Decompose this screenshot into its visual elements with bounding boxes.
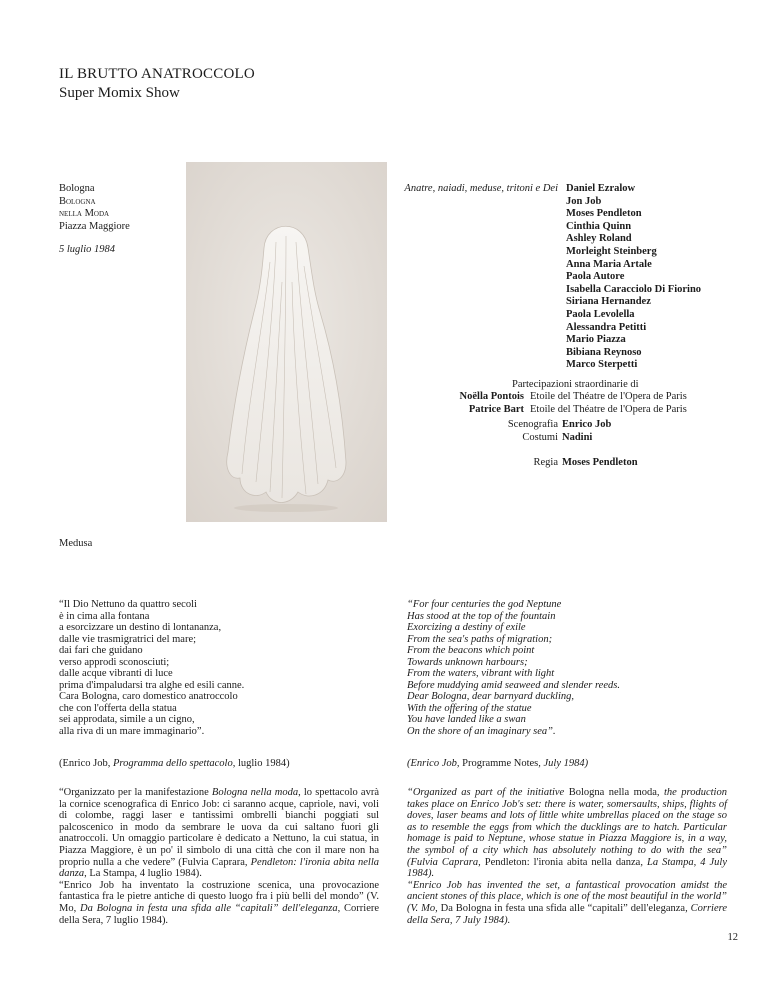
credit-value-costumi: Nadini: [562, 431, 593, 443]
image-caption: Medusa: [59, 538, 93, 549]
poem-line: “For four centuries the god Neptune: [407, 599, 562, 610]
poem-line: Cara Bologna, caro domestico anatroccolo: [59, 691, 238, 702]
poem-line: verso approdi sconosciuti;: [59, 656, 170, 668]
page-number: 12: [727, 932, 738, 943]
poem-line: With the offering of the statue: [407, 702, 532, 714]
poem-line: Before muddying amid seaweed and slender reeds.: [407, 679, 620, 691]
paragraph-2: “Enrico Job has invented the set, a fantastical provocation amidst the ancient stones of this place, which is one of the most beautiful in the world” (V. Mo, Da Bologna in festa una sfida alle “capitali” dell'eleganza, Corriere della Sera, 7 July 1984).: [407, 879, 727, 926]
paragraph-2: “Enrico Job ha inventato la costruzione scenica, una provocazione fantastica fra le pietre antiche di questo luogo fra i più belli del mondo” (V. Mo, Da Bologna in festa una sfida alle “capitali” dell'eleganza, Corriere della Sera, 7 luglio 1984).: [59, 879, 380, 926]
cast-name: Marco Sterpetti: [566, 359, 638, 371]
poem-line: “Il Dio Nettuno da quattro secoli: [59, 599, 197, 610]
cast-name: Daniel Ezralow: [566, 183, 636, 194]
event-venue: Piazza Maggiore: [59, 220, 130, 232]
event-line-2: nella Moda: [59, 208, 110, 220]
poem-line: On the shore of an imaginary sea”.: [407, 725, 556, 737]
credit-row: [400, 419, 710, 432]
page-title: IL BRUTTO ANATROCCOLO: [59, 66, 255, 82]
paragraph-1: “Organizzato per la manifestazione Bologna nella moda, lo spettacolo avrà la cornice scenografica di Enrico Job: ci saranno acque, capriole, navi, voli di colombe, raggi laser e tantissimi ombrelli bianchi poggiati sul palcoscenico in modo da sembrare le uova da cui saltano fuori gli anatroccoli. Un omaggio particolare è dedicato a Nettuno, la cui statua, in Piazza Maggiore, è un po' il simbolo di una città che con il mare non ha proprio nulla a che vedere” (Fulvia Caprara, Pendleton: l'ironia abita nella danza, La Stampa, 4 luglio 1984).: [59, 787, 379, 880]
poem-line: dalle acque vibranti di luce: [59, 668, 173, 679]
paragraph-italian: [59, 787, 379, 926]
paragraph-english: [407, 787, 727, 926]
poem-line: dai fari che guidano: [59, 645, 143, 656]
guest-role: Etoile del Théatre de l'Opera de Paris: [530, 391, 687, 402]
guest-name: Noëlla Pontois: [459, 391, 524, 402]
cast-name: Cinthia Quinn: [566, 220, 632, 232]
special-guests: [400, 391, 710, 416]
roles-label: Anatre, naiadi, meduse, tritoni e Dei: [404, 183, 558, 194]
paragraph-1: “Organized as part of the initiative Bologna nella moda, the production takes place on Enrico Job's set: there is water, somersaults, ships, flights of doves, laser beams and lots of little white umbrellas placed on the stage so as to resemble the eggs from which the ducklings are to hatch. Particular homage is paid to Neptune, whose statue in Piazza Maggiore is, in a way, the symbol of a city which has absolutely nothing to do with the sea” (Fulvia Caprara, Pendleton: l'ironia abita nella danza, La Stampa, 4 July 1984).: [407, 787, 727, 880]
special-guest-row: [400, 404, 710, 417]
guest-role: Etoile del Théatre de l'Opera de Paris: [530, 403, 687, 415]
poem-line: From the waters, vibrant with light: [407, 668, 555, 679]
poem-line: Dear Bologna, dear barnyard duckling,: [407, 691, 575, 702]
medusa-artwork: [186, 162, 387, 522]
special-guest-row: [400, 391, 710, 404]
cast-name: Alessandra Petitti: [566, 321, 647, 333]
source-italian: (Enrico Job, Programma dello spettacolo, luglio 1984): [59, 758, 290, 769]
cast-name: Ashley Roland: [566, 233, 632, 245]
cast-name: Mario Piazza: [566, 334, 626, 346]
poem-line: alla riva di un mare immaginario”.: [59, 725, 205, 737]
cast-name: Paola Levolella: [566, 308, 635, 320]
credit-row: [400, 457, 710, 470]
cast-name: Anna Maria Artale: [566, 258, 652, 270]
event-info: [59, 183, 130, 257]
credit-row: [400, 432, 710, 445]
poem-line: Exorcizing a destiny of exile: [407, 622, 526, 633]
cast-list: [566, 183, 701, 372]
guest-name: Patrice Bart: [468, 403, 524, 415]
credit-label-costumi: Costumi: [522, 431, 558, 443]
poem-line: Towards unknown harbours;: [407, 656, 528, 668]
poem-line: è in cima alla fontana: [59, 610, 150, 622]
page-subtitle: Super Momix Show: [59, 85, 180, 101]
event-city: Bologna: [59, 183, 95, 194]
cast-name: Paola Autore: [566, 271, 625, 283]
poem-line: prima d'impaludarsi tra alghe ed esili canne.: [59, 679, 245, 691]
poem-english: [407, 599, 620, 737]
cast-name: Isabella Caracciolo Di Fiorino: [566, 283, 702, 295]
production-credits: [400, 419, 710, 470]
poem-line: sei approdata, simile a un cigno,: [59, 714, 195, 725]
special-guests-heading: Partecipazioni straordinarie di: [512, 379, 639, 390]
poem-line: a esorcizzare un destino di lontananza,: [59, 622, 222, 633]
credit-value-scenografia: Enrico Job: [562, 419, 612, 430]
cast-name: Jon Job: [566, 195, 602, 207]
poem-line: From the sea's paths of migration;: [407, 633, 553, 645]
credit-value-regia: Moses Pendleton: [562, 457, 638, 469]
cast-name: Siriana Hernandez: [566, 296, 651, 308]
event-date: 5 luglio 1984: [59, 244, 116, 256]
event-line-1: Bologna: [59, 195, 96, 207]
cast-name: Bibiana Reynoso: [566, 346, 642, 358]
cast-name: Morleight Steinberg: [566, 245, 657, 257]
poem-line: dalle vie trasmigratrici del mare;: [59, 633, 197, 645]
poem-line: You have landed like a swan: [407, 714, 526, 725]
credit-label-regia: Regia: [533, 457, 558, 469]
poem-line: che con l'offerta della statua: [59, 702, 177, 714]
poem-italian: [59, 599, 244, 737]
cast-name: Moses Pendleton: [566, 208, 642, 220]
source-english: (Enrico Job, Programme Notes, July 1984): [407, 758, 589, 769]
credit-label-scenografia: Scenografia: [507, 419, 558, 430]
poem-line: From the beacons which point: [407, 645, 535, 656]
poem-line: Has stood at the top of the fountain: [407, 610, 556, 622]
